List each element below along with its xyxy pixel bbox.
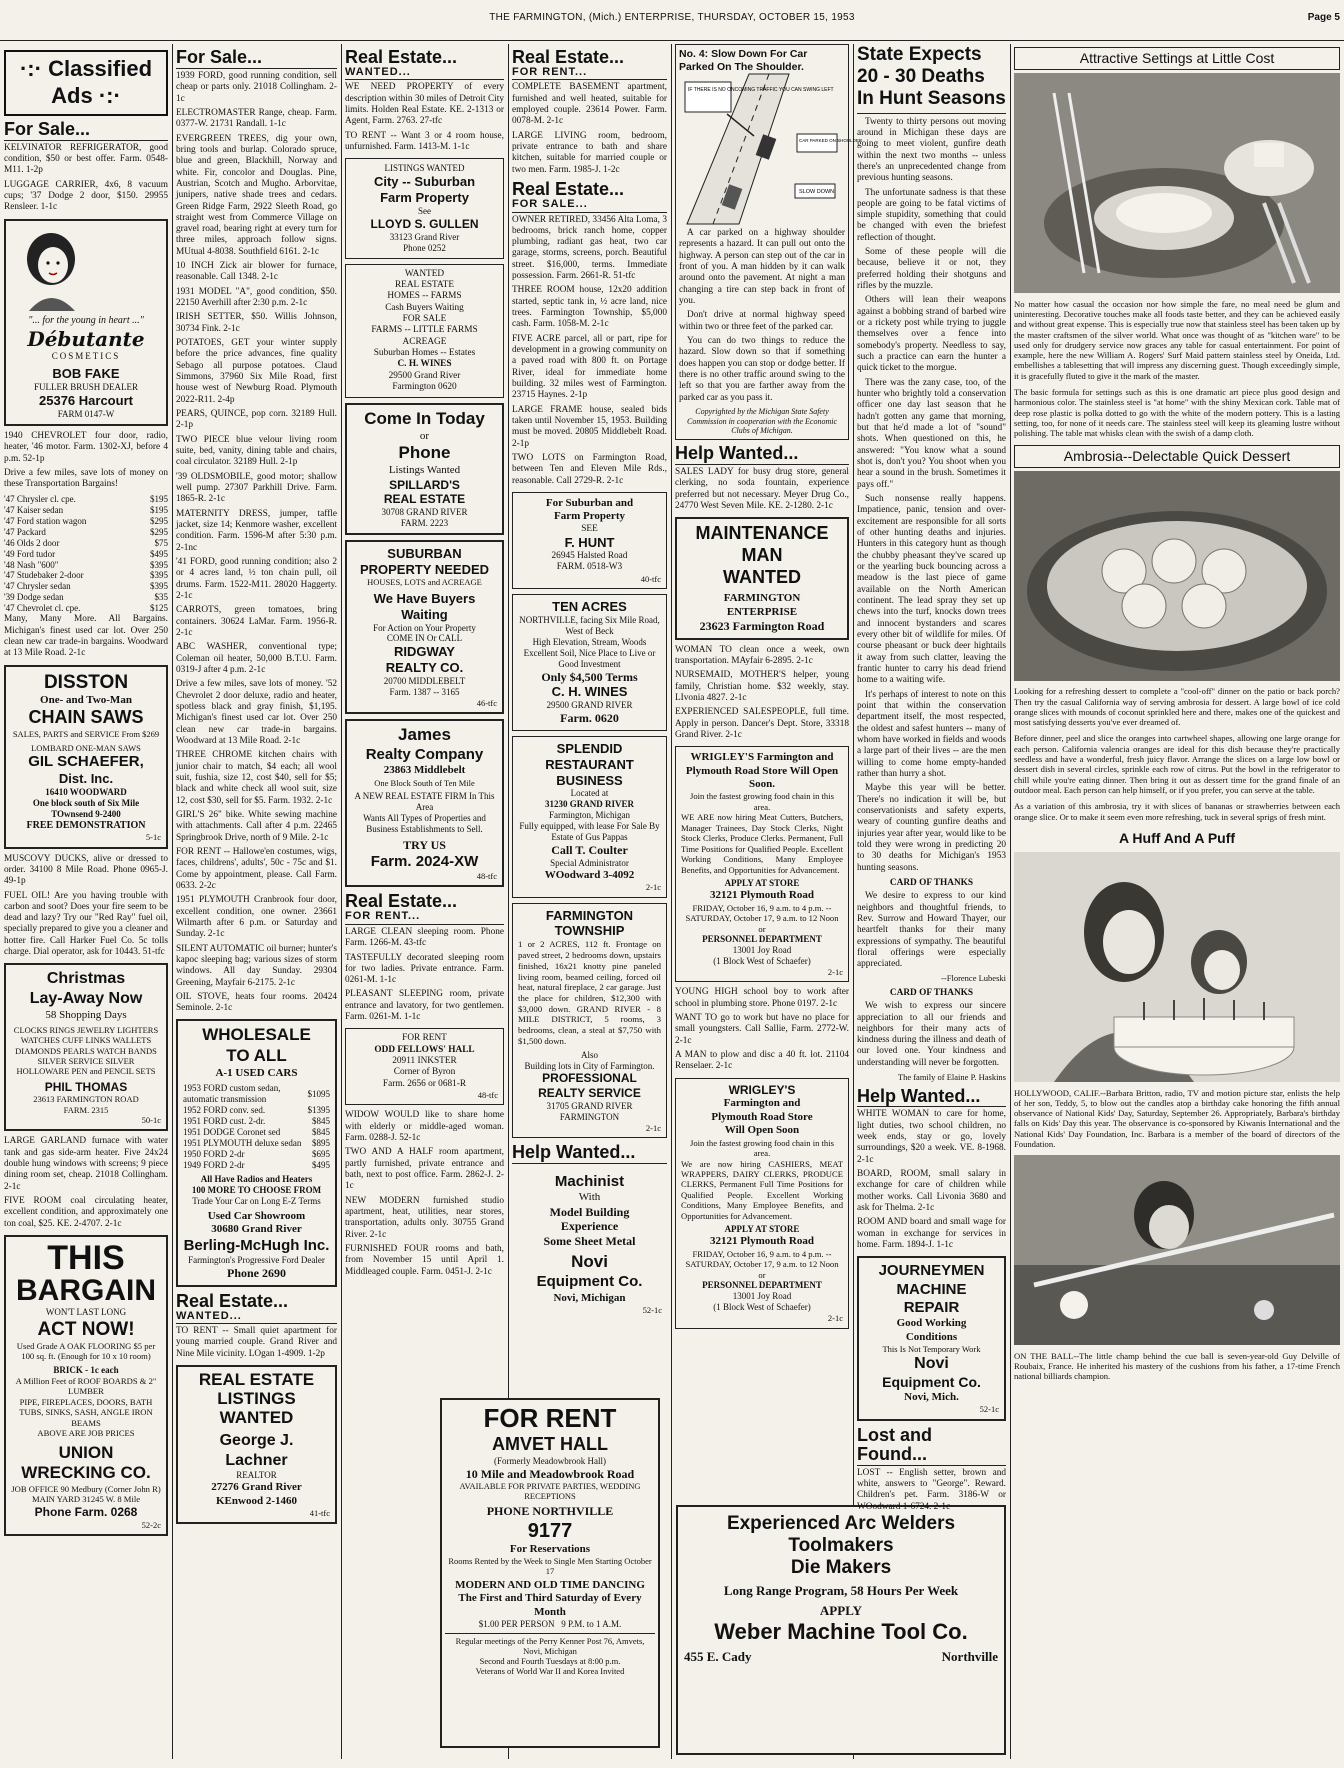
classified-ad: WOMAN TO clean once a week, own transportation. MAyfair 6-2895. 2-1c (675, 644, 849, 666)
article-paragraph: It's perhaps of interest to note on this point that within the conservation department itself, the most respected, the oldest and safest hunters -- many of whom have worked in fields and woods a large part of their lives -- are the men willing to come home empty-handed rather than hurry a shot. (857, 689, 1006, 779)
wrigleys-ad: WRIGLEY'S Farmington and Plymouth Road Store Will Open Soon. Join the fastest growing food chain in this area. WE ARE now hiring Meat Cutters, Butchers, Manager Trainees, Day Stock Clerks, Night Stock Clerks, Produce Clerks. Permanent, Full Time Positions for Qualified People. Excellent Working Conditions, Many Employee Benefits, and Opportunities for Advancement. APPLY AT STORE 32121 Plymouth Road FRIDAY, October 16, 9 a.m. to 4 p.m. -- SATURDAY, October 17, 9 a.m. to 12 Noon or PERSONNEL DEPARTMENT 13001 Joy Road (1 Block West of Schaefer) 2-1c (675, 746, 849, 982)
column-5 (675, 44, 863, 1324)
section-heading: Real Estate... WANTED... (345, 48, 504, 80)
classified-ad: THREE CHROME kitchen chairs with junior chair to match, $4 each; all wool suit, fushia, size 12, cost $40, sell for $5; black and white check all wool suit, size 12, cost $30, sell for $5. Farm. 1932. 2-1c (176, 750, 337, 806)
article-paragraph: There was the zany case, too, of the hunter who brightly told a conservation officer one day last season that he hadn't gotten any game that morning, but that he'd made a lot of "sound" shots. When questioned on this, he answered: "You know what a sound shot is, don't you? You shoot when you hear a sound in the brush. Sometimes it pays off." (857, 377, 1006, 490)
spillard-ad: Come In Today or Phone Listings Wanted SPILLARD'S REAL ESTATE 30708 GRAND RIVER FARM. 2223 (345, 403, 504, 534)
classified-ad: TWO AND A HALF room apartment, partly furnished, private entrance and bath, next to post office. Farm. 2862-J. 2-1c (345, 1147, 504, 1192)
odd-fellows-hall-ad: FOR RENT ODD FELLOWS' HALL 20911 INKSTER Corner of Byron Farm. 2656 or 0681-R 48-tfc (345, 1028, 504, 1105)
classified-ad: WIDOW WOULD like to share home with elderly or middle-aged woman. Farm. 0288-J. 52-1c (345, 1110, 504, 1144)
james-realty-ad: James Realty Company 23863 Middlebelt One Block South of Ten Mile A NEW REAL ESTATE FIRM In This Area Wants All Types of Properties and Business Establishments to Sell. TRY US Farm. 2024-XW 48-tfc (345, 719, 504, 887)
gullen-ad: LISTINGS WANTED City -- Suburban Farm Property See LLOYD S. GULLEN 33123 Grand River Phone 0252 (345, 158, 504, 258)
journeymen-ad: JOURNEYMEN MACHINE REPAIR Good Working Conditions This Is Not Temporary Work Novi Equipment Co. Novi, Mich. 52-1c (857, 1256, 1006, 1420)
union-wrecking-ad: THIS BARGAIN WON'T LAST LONG ACT NOW! Used Grade A OAK FLOORING $5 per 100 sq. ft. (Enough for 10 x 10 room) BRICK - 1c each A Million Feet of ROOF BOARDS & 2" LUMBER PIPE, FIREPLACES, DOORS, BATH TUBS, SINKS, SASH, ANGLE IRON BEAMS ABOVE ARE JOB PRICES UNION WRECKING CO. JOB OFFICE 90 Medbury (Corner John R) MAIN YARD 31245 W. 8 Mile Phone Farm. 0268 52-2c (4, 1235, 168, 1536)
classified-ad: WHITE WOMAN to care for home, light duties, two school children, no week ends, stay or go, lovely surroundings, $20 a week. VE. 8-1968. 2-1c (857, 1109, 1006, 1165)
lachner-realtor-ad: REAL ESTATE LISTINGS WANTED George J. Lachner REALTOR 27276 Grand River KEnwood 2-1460 41-tfc (176, 1365, 337, 1524)
classified-ad: KELVINATOR REFRIGERATOR, good condition, $50 or best offer. Farm. 0548-M11. 1-2p (4, 142, 168, 176)
ten-acres-ad: TEN ACRES NORTHVILLE, facing Six Mile Road, West of Beck High Elevation, Stream, Woods Excellent Soil, Nice Place to Live or Good Investment Only $4,500 Terms C. H. WINES 29500 GRAND RIVER Farm. 0620 (512, 594, 667, 731)
classified-ad: THREE ROOM house, 12x20 addition started, septic tank in, ½ acre land, nice trees. Farmington Township, $5,000 cash. Farm. 1058-M. 2-1c (512, 285, 667, 330)
car-price-row: '47 Studebaker 2-door $395 (4, 570, 168, 581)
feature-heading: Attractive Settings at Little Cost (1014, 47, 1340, 70)
classified-ad: '39 OLDSMOBILE, good motor; shallow well pump. 27307 Parkhill Drive. Farm. 1865-R. 2-1c (176, 471, 337, 505)
car-price-row: 1949 FORD 2-dr $495 (183, 1160, 330, 1171)
wrigleys-ad-2: WRIGLEY'S Farmington and Plymouth Road Store Will Open Soon Join the fastest growing food chain in this area. We are now hiring CASHIERS, MEAT WRAPPERS, DAIRY CLERKS, PRODUCE CLERKS, Permanent Full Time Positions for Qualified People. Excellent Working Conditions, Many Employee Benefits, and Opportunities for Advancement. APPLY AT STORE 32121 Plymouth Road FRIDAY, October 16, 9 a.m. to 4 p.m. -- SATURDAY, October 17, 9 a.m. to 12 Noon or PERSONNEL DEPARTMENT 13001 Joy Road (1 Block West of Schaefer) 2-1c (675, 1078, 849, 1329)
car-price-row: 1951 FORD cust. 2-dr. $845 (183, 1116, 330, 1127)
classified-ad: 1931 MODEL "A", good condition, $50. 22150 Averhill after 2:30 p.m. 2-1c (176, 286, 337, 309)
classified-ad: ABC WASHER, conventional type; Coleman oil heater, 50,000 B.T.U. Farm. 0319-J after 4 p.m. 2-1c (176, 642, 337, 675)
classified-ad: NEW MODERN furnished studio apartment, heat, utilities, near stores, transportation, adults only. 30755 Grand River. 2-1c (345, 1195, 504, 1240)
article-paragraph: Twenty to thirty persons out moving around in Michigan these days are going to meet violent, gunfire death within the next two months -- unless there's an unprecedented change from previous hunting seasons. (857, 116, 1006, 184)
classified-ad: MUSCOVY DUCKS, alive or dressed to order. 34100 8 Mile Road. Phone 0965-J. 49-1p (4, 853, 168, 887)
classified-ad: EVERGREEN TREES, dig your own, bring tools and burlap. Colorado spruce, blue and green, Blackhill, Norway and white. Fir, concolor and Douglas. Pine, Austrian, Scotch and Mugho. Arborvitae, junipers, native shade trees and cedars. Green Ridge Farm, 2922 Sleeth Road, go straight west from Commerce Village on gravel road, bearing right at every turn for three miles, approach follow signs. MUtual 4-8038. Southfield 6161. 2-1c (176, 133, 337, 257)
classified-ad: PLEASANT SLEEPING room, private entrance and lavatory, for two gentlemen. Farm. 0261-M. 1-1c (345, 989, 504, 1023)
feature-heading: A Huff And A Puff (1118, 829, 1236, 846)
classified-ad: TWO LOTS on Farmington Road, between Ten and Eleven Mile Rds., reasonable. Call 2729-R. 2-1c (512, 453, 667, 486)
classified-ad: GIRL'S 26" bike. White sewing machine with attachments. Call after 4 p.m. 22465 Springbrook Drive, north of 9 Mile. 2-1c (176, 809, 337, 843)
maintenance-man-ad: MAINTENANCE MAN WANTED FARMINGTON ENTERPRISE 23623 Farmington Road (675, 517, 849, 639)
car-price-row: 1951 DODGE Coronet sed $845 (183, 1127, 330, 1138)
section-heading: Help Wanted... (512, 1143, 667, 1164)
classified-ad: LARGE LIVING room, bedroom, private entrance to bath and share kitchen, suitable for married couple or two men. Farm. 1985-J. 1-2c (512, 130, 667, 175)
classified-ad: 1940 CHEVROLET four door, radio, heater, '46 motor. Farm. 1302-XJ, before 4 p.m. 52-1p (4, 431, 168, 464)
classified-ad: WANT TO go to work but have no place for small youngsters. Call Sallie, Farm. 2772-W. 2-1c (675, 1013, 849, 1046)
disston-chain-saw-ad: DISSTON One- and Two-Man CHAIN SAWS SALES, PARTS and SERVICE From $269 LOMBARD ONE-MAN SAWS GIL SCHAEFER, Dist. Inc. 16410 WOODWARD One block south of Six Mile TOwnsend 9-2400 FREE DEMONSTRATION 5-1c (4, 665, 168, 849)
car-price-row: '49 Ford tudor $495 (4, 548, 168, 559)
table-setting-photo (1014, 73, 1340, 293)
classified-ads-title: ·:· Classified Ads ·:· (4, 50, 168, 116)
section-heading: Real Estate... FOR RENT... (512, 48, 667, 80)
amvet-hall-ad: FOR RENT AMVET HALL (Formerly Meadowbrook Hall) 10 Mile and Meadowbrook Road AVAILABLE FOR PRIVATE PARTIES, WEDDING RECEPTIONS PHONE NORTHVILLE 9177 For Reservations Rooms Rented by the Week to Single Men Starting October 17 MODERN AND OLD TIME DANCING The First and Third Saturday of Every Month $1.00 PER PERSON 9 P.M. to 1 A.M. Regular meetings of the Perry Kenner Post 76, Amvets, Novi, Michigan Second and Fourth Tuesdays at 8:00 p.m. Veterans of World War II and Korea Invited (440, 1398, 660, 1748)
highway-diagram (679, 74, 863, 224)
classified-ad: LARGE GARLAND furnace with water tank and gas side-arm heater. Five 24x24 double hung windows with screens; 9 piece dining room set, cheap. 21018 Collingham. 2-1c (4, 1136, 168, 1192)
car-price-row: '48 Nash "600" $395 (4, 559, 168, 570)
section-heading: Real Estate... WANTED... (176, 1292, 337, 1324)
classified-ad: OWNER RETIRED, 33456 Alta Loma, 3 bedrooms, brick ranch home, copper plumbing, radiant gas heat, two car garage, storms, screens, porch. Beautiful street. $16,000, terms. Immediate possession. Farm. 2661-R. 51-tfc (512, 214, 667, 282)
classified-ad: ROOM AND board and small wage for woman in exchange for services in home. Farm. 1894-J. 1-1c (857, 1217, 1006, 1250)
billiards-boy-photo (1014, 1155, 1340, 1345)
car-price-row: '47 Kaiser sedan $195 (4, 504, 168, 515)
article-paragraph: Maybe this year will be better. There's no indication it will be, but conservationists and safety experts, weary of counting gunfire deaths and injuries year after year, would like to be told they were wrong in predicting 20 to 30 deaths for Michigan's 1953 hunting seasons. (857, 783, 1006, 873)
classified-ad: FIVE ACRE parcel, all or part, ripe for development in a growing community on a paved road with 800 ft. on Portage River, ideal for immediate home building. 32 miles west of Farmington. 23715 Haynes. 2-1p (512, 333, 667, 401)
column-7: Attractive Settings at Little Cost No matter how casual the occasion nor how simple the fare, no meal need be glum and uninteresting. Decorative touches make all foods taste better, and they can be achieved easily and without great expense. This is especially true now that stainless steel has been taken up by the master craftsmen of the silver world. What once was thought of as "kitchen ware" to be used only for drudgery service now graces any table for casual entertainment. For point of example, here the new William A. Rogers' Surf Maid pattern stainless steel by Oneida, Ltd. embellishes a tablesetting that will impress any discerning guest. Though exceedingly simple, it is gracefully fluted to give it the mark of the master. The basic formula for settings such as this is one dramatic art piece plus good design and harmonious color. The stainless steel is "at home" with the shiny Mexican cork. Table mat of deep rose plastic is polka dotted to go with the white of the modern pottery. This is a lasting setting, too, for none of it needs care. The stainless steel will keep its gleaming lustre without polishing. The table mat whisks clean with the swish of a damp cloth. Ambrosia--Delectable Quick Dessert Looking for a refreshing dessert to complete a "cool-off" dinner on the patio or back porch? Then try the casual California way of serving ambrosia for dessert. A large bowl of ice cold orange slices with mounds of coconut sprinkled here and there, makes one of the quickest and most satisfying desserts you've ever dreamed of. Before dinner, peel and slice the oranges into cartwheel shapes, allowing one large orange for each person. California valencia oranges are ideal for this dish because they're practically seedless and have a wonderful, fresh juicy flavor. Arrange the slices on a large low bowl or dessert dish in several circles, sprinkle each row of citrus. Put the bowl in the refrigerator to chill while you're eating dinner. Then bring it out as dessert time for the grand finale of an outdoor meal. Each person can help himself, or if you prefer, you can serve at the table. As a variation of this ambrosia, try it with slices of bananas or strawberries between each orange slice. Or to make it seem even more refreshing, tuck in several sprigs of fresh mint. A Huff And A Puff HOLLYWOOD, CALIF.--Barbara Britton, radio, TV and motion picture star, enlists the help of her son, Teddy, 5, to blow out the candles atop a birthday cake honoring the fifth annual observance of National Kids' Day, Saturday, September 26. Appropriately, Barbara's birthday falls on Kids' Day this year. The observance is co-sponsored by Kiwanis International and the National Kids' Day Foundation, Inc. Barbara is a member of the board of directors of the Foundation. ON THE BALL--The little champ behind the cue ball is seven-year-old Guy Delville of Roubaix, France. He inherited his mastery of the cushions from his father, a 17-time French national billiards champion. (1014, 44, 1340, 1760)
svg-text:SLOW DOWN: SLOW DOWN (799, 188, 835, 195)
classified-ad: ELECTROMASTER Range, cheap. Farm. 0377-W. 21731 Randall. 1-1c (176, 107, 337, 130)
article-paragraph: Some of these people will die because, believe it or not, they preferred holding their shotguns and rifles by the muzzle. (857, 247, 1006, 292)
car-price-row: '47 Chrysler cl. cpe. $195 (4, 493, 168, 504)
wines-ad: WANTED REAL ESTATE HOMES -- FARMS Cash Buyers Waiting FOR SALE FARMS -- LITTLE FARMS ACREAGE Suburban Homes -- Estates C. H. WINES 29500 Grand River Farmington 0620 (345, 264, 504, 399)
section-heading: Real Estate... FOR RENT... (345, 892, 504, 924)
classified-ad: BOARD, ROOM, small salary in exchange for care of children while mother works. Call Livonia 3680 and ask for Thelma. 2-1c (857, 1169, 1006, 1214)
classified-ad: SALES LADY for busy drug store, general clerking, no soda fountain, experience preferred but not necessary. Meyer Drug Co., 24770 West Seven Mile. KE. 2-1280. 2-1c (675, 466, 849, 511)
classified-ad: '41 FORD, good running condition; also 2 or 4 acres land, ½ ton chain pull, oil drums. Farm. 1522-M11. 28020 Haggerty. 2-1c (176, 557, 337, 601)
classified-ad: FUEL OIL! Are you having trouble with carbon and soot? Does your fire seem to be dead and lazy? Try our "Red Ray" fuel oil, specially prepared to give you a cleaner and hotter fire. Call Harker Fuel Co. 5c tolls charge. Dial operator, ask for 10443. 51-tfc (4, 890, 168, 958)
car-price-row: '47 Chevrolet cl. cpe. $125 (4, 603, 168, 614)
masthead: THE FARMINGTON, (Mich.) ENTERPRISE, THURSDAY, OCTOBER 15, 1953 (489, 12, 855, 23)
classified-ad: TWO PIECE blue velour living room suite, bed, vanity, dining table and chairs, coal circulator. 32189 Hull. 2-1p (176, 434, 337, 468)
car-price-row: '47 Ford station wagon $295 (4, 515, 168, 526)
hunt-ad: For Suburban and Farm Property SEE F. HUNT 26945 Halsted Road FARM. 0518-W3 40-tfc (512, 492, 667, 589)
car-price-row: 1950 FORD 2-dr $695 (183, 1149, 330, 1160)
safety-feature: No. 4: Slow Down For Car Parked On The Shoulder. IF THERE IS NO ONCOMING TRAFFIC YOU CAN SWING LEFT CAR PARKED ON SHOULDER SLOW DOWN A car parked on a highway shoulder represents a hazard. It can pull out onto the highway. A person can step out of the car in front of you. A man hidden by it can walk around onto the pavement. At night a man changing a tire can step back in front of you. Don't drive at normal highway speed within two or three feet of the parked car. You can do two things to reduce the hazard. Slow down so that if something does happen you can stop or dodge better. If there is no other traffic around swing to the left so that you are farther away from the parked car as you pass it. Copyrighted by the Michigan State Safety Commission in cooperation with the Economic Clubs of Michigan. (675, 44, 849, 440)
classified-ad: LARGE CLEAN sleeping room. Phone Farm. 1266-M. 43-tfc (345, 926, 504, 949)
classified-ad: Many, Many More. All Bargains. Michigan's finest used car lot. Over 250 clean new car trade-in bargains. Woodward at 13 Mile Road. 2-1c (4, 614, 168, 659)
debutante-ad: "... for the young in heart ..." Débutante COSMETICS BOB FAKE FULLER BRUSH DEALER 25376 Harcourt FARM 0147-W (4, 219, 168, 427)
svg-text:IF THERE IS NO ONCOMING TRAFFI: IF THERE IS NO ONCOMING TRAFFIC YOU CAN SWING LEFT (688, 86, 834, 93)
feature-heading: Ambrosia--Delectable Quick Dessert (1014, 445, 1340, 468)
section-heading: For Sale... (4, 120, 168, 141)
classified-ad: OIL STOVE, heats four rooms. 20424 Seminole. 2-1c (176, 991, 337, 1014)
column-2 (176, 44, 337, 1760)
ridgway-ad: SUBURBAN PROPERTY NEEDED HOUSES, LOTS and ACREAGE We Have Buyers Waiting For Action on Your Property COME IN Or CALL RIDGWAY REALTY CO. 20700 MIDDLEBELT Farm. 1387 -- 3165 46-tfc (345, 540, 504, 715)
section-heading: Real Estate... FOR SALE... (512, 180, 667, 212)
woman-portrait-icon (11, 225, 161, 311)
classified-ad: WE NEED PROPERTY of every description within 30 miles of Detroit City limits. Holden Real Estate. KE. 2-1313 or Agent, Farm. 2763. 27-tfc (345, 82, 504, 127)
car-price-list (4, 494, 168, 615)
car-price-row: '39 Dodge sedan $35 (4, 592, 168, 603)
column-6: State Expects 20 - 30 Deaths In Hunt Seasons Twenty to thirty persons out moving around in Michigan these days are going to meet violent, gunfire death within the next two months -- unless there's an unprecedented change from previous hunting seasons. The unfortunate sadness is that these people are going to be fatal victims of simple stupidity, something that could be changed with even the briefest reflection of thought. Some of these people will die because, believe it or not, they preferred holding their shotguns and rifles by the muzzle. Others will lean their weapons against a bobbing strand of barbed wire or a rickety post while trying to juggle themselves over a fence into somebody's property. Needless to say, such a practice can earn the hunter a quick ticket to the morgue. There was the zany case, too, of the hunter who brightly told a conservation officer one day last season that he hadn't gotten any game that morning, but that he'd made a lot of "sound" shots. When questioned on this, he answered: "You know what a sound shot is, don't you? You shoot when you hear a sound in the brush. Sometimes it pays off." Such nonsense really happens. Impatience, panic, tension and over-excitement are responsible for all sorts of other hunting deaths and injuries. Hunters in this category hunt as though the chubby pheasant they've scared up or the yearling buck bouncing across a meadow is the last piece of game available on the North American continent. The lead spray they set up chews into the turf, knocks down trees and innocent bystanders and scares every other bit of wildlife for miles. Of course pheasant or buck deer hightails it away from such clatter, leaving the frantic hunter to carry his dead friend home to a waiting wife. It's perhaps of interest to note on this point that within the conservation department itself, the most respected, the oldest and safest hunters -- many of whom have worked in fields and woods a large part of their lives -- are the men willing to come home empty-handed rather than hurry a shot. Maybe this year will be better. There's no indication it will be, but conservationists and safety experts, weary of counting gunfire deaths and injuries year after year, would like to be told they were wrong in predicting 20 to 30 deaths for Michigan's 1953 hunting seasons. CARD OF THANKS We desire to express to our kind neighbors and thoughtful friends, to Rev. Surrow and Howard Thayer, our heartfelt thanks for their many expressions of sympathy. The beautiful floral offerings were especially appreciated. --Florence Lubeski CARD OF THANKS We wish to express our sincere appreciation to all our friends and neighbors for their many acts of kindness during the illness and death of our loved one. Your kindness and understanding will never be forgotten. The family of Elaine P. Haskins Help Wanted... WHITE WOMAN to care for home, light duties, two school children, no week ends, stay or go, lovely surroundings, $20 a week. VE. 8-1968. 2-1c BOARD, ROOM, small salary in exchange for care of children while mother works. Call Livonia 3680 and ask for Thelma. 2-1c ROOM AND board and small wage for woman in exchange for services in home. Farm. 1894-J. 1-1c JOURNEYMEN MACHINE REPAIR Good Working Conditions This Is Not Temporary Work Novi Equipment Co. Novi, Mich. 52-1c Lost and Found... LOST -- English setter, brown and white, answers to "George". Reward. Children's pet. Farm. 3186-W or WOodward 1-6724. 2-1c (857, 44, 1006, 1512)
classified-ad: TO RENT -- Want 3 or 4 room house, unfurnished. Farm. 1413-M. 1-1c (345, 130, 504, 153)
classified-ad: LARGE FRAME house, sealed bids taken until November 15, 1953. Building must be moved. 20805 Middlebelt Road. 2-1p (512, 404, 667, 449)
classified-ad: PEARS, QUINCE, pop corn. 32189 Hull. 2-1p (176, 409, 337, 431)
classified-ad: TASTEFULLY decorated sleeping room for two ladies. Private entrance. Farm. 0261-M. 1-1c (345, 952, 504, 986)
section-heading: Help Wanted... (675, 444, 849, 465)
classified-ad: COMPLETE BASEMENT apartment, furnished and well heated, suitable for employed couple. 23614 Power. Farm. 0078-M. 2-1c (512, 82, 667, 127)
section-heading: For Sale... (176, 48, 337, 69)
car-price-row: 1952 FORD conv. sed. $1395 (183, 1105, 330, 1116)
classified-ad: 1951 PLYMOUTH Cranbrook four door, excellent condition, one owner. 23661 Wilmarth after 6 p.m. or Saturday and Sunday. 2-1c (176, 895, 337, 940)
classified-ad: NURSEMAID, MOTHER'S helper, young family, Christian home. $32 weekly, stay. LIvonia 4827. 2-1c (675, 670, 849, 703)
page-header (0, 6, 1344, 26)
classified-ad: A MAN to plow and disc a 40 ft. lot. 21104 Renselaer. 2-1c (675, 1050, 849, 1072)
car-price-row: '46 Olds 2 door $75 (4, 537, 168, 548)
classified-ad: CARROTS, green tomatoes, bring containers. 30624 LaMar. Farm. 1956-R. 2-1c (176, 605, 337, 638)
classified-ad: LOST -- English setter, brown and white, answers to "George". Reward. Children's pet. Farm. 3186-W or WOodward 1-6724. 2-1c (857, 1467, 1006, 1512)
classified-ad: FOR RENT -- Hallowe'en costumes, wigs, faces, childrens', adults', 50c - 75c and $1. Come by appointment, please. Call Farm. 0633. 2-2c (176, 846, 337, 891)
classified-ad: POTATOES, GET your winter supply before the price advances, fine quality Sebago all purpose potatoes. Claud Simmons, 37960 Six Mile Road, first house west of Newburg Road. Plymouth 2022-R11. 2-4p (176, 338, 337, 405)
article-headline: State Expects 20 - 30 Deaths In Hunt Seasons (857, 44, 1006, 109)
machinist-ad: Machinist With Model Building Experience Some Sheet Metal Novi Equipment Co. Novi, Michigan 52-1c (536, 1172, 662, 1315)
car-price-row: 1953 FORD custom sedan, automatic transmission $1095 (183, 1083, 330, 1105)
column-1 (4, 44, 168, 1760)
classified-ad: TO RENT -- Small quiet apartment for young married couple. Grand River and Nine Mile vicinity. LOgan 1-4909. 1-2p (176, 1326, 337, 1359)
car-price-row: 1951 PLYMOUTH deluxe sedan $895 (183, 1138, 330, 1149)
classified-ad: SILENT AUTOMATIC oil burner; hunter's kapoc sleeping bag; various sizes of storm windows. All day Sunday. 29304 Greening, Mayfair 6-2175. 2-1c (176, 943, 337, 988)
classified-ad: YOUNG HIGH school boy to work after school in plumbing store. Phone 0197. 2-1c (675, 987, 849, 1009)
farmington-township-ad: FARMINGTON TOWNSHIP 1 or 2 ACRES, 112 ft. Frontage on paved street, 2 bedrooms down, upstairs finished, 16x21 knotty pine paneled living room, beamed ceiling, forced oil heat, natural fireplace, 2 car garage. Just the place for children, $12,300 with $3,000 down. GRAND RIVER - 8 MILE DISTRICT, 5 rooms, 3 bedrooms, clean, a steal at $7,750 with $1,500 down. Also Building lots in City of Farmington. PROFESSIONAL REALTY SERVICE 31705 GRAND RIVER FARMINGTON 2-1c (512, 903, 667, 1138)
article-paragraph: The unfortunate sadness is that these people are going to be fatal victims of simple stupidity, something that could be changed with even the briefest reflection of thought. (857, 187, 1006, 243)
birthday-cake-photo (1014, 852, 1340, 1082)
classified-ad: Drive a few miles, save lots of money on these Transportation Bargains! (4, 468, 168, 490)
berling-mchugh-ad: WHOLESALE TO ALL A-1 USED CARS 1953 FORD custom sedan, automatic transmission $1095 1952 FORD conv. sed. $1395 1951 FORD cust. 2-dr. $845 1951 DODGE Coronet sed $845 1951 PLYMOUTH deluxe sedan $895 1950 FORD 2-dr $695 1949 FORD 2-dr $495 All Have Radios and Heaters 100 MORE TO CHOOSE FROM Trade Your Car on Long E-Z Terms Used Car Showroom 30680 Grand River Berling-McHugh Inc. Farmington's Progressive Ford Dealer Phone 2690 (176, 1019, 337, 1286)
ambrosia-dessert-photo (1014, 471, 1340, 681)
article-paragraph: Others will lean their weapons against a bobbing strand of barbed wire or a rickety post while trying to juggle themselves over a fence into somebody's property. Needless to say, such a practice can earn the hunter a quick ticket to the morgue. (857, 295, 1006, 374)
classified-ad: FURNISHED FOUR rooms and bath, from November 15 until April 1. Middleaged couple. Farm. 0451-J. 2-1c (345, 1244, 504, 1277)
classified-ad: EXPERIENCED SALESPEOPLE, full time. Apply in person. Dancer's Dept. Store, 33318 Grand River. 2-1c (675, 707, 849, 740)
restaurant-business-ad: SPLENDID RESTAURANT BUSINESS Located at 31230 GRAND RIVER Farmington, Michigan Fully equipped, with lease For Sale By Estate of Gus Pappas Call T. Coulter Special Administrator WOodward 3-4092 2-1c (512, 736, 667, 898)
classified-ad: LUGGAGE CARRIER, 4x6, 8 vacuum cups; '37 Dodge 2 door, $150. 29955 Rensleer. 1-1c (4, 179, 168, 213)
car-price-row: '47 Packard $295 (4, 526, 168, 537)
car-price-row: '47 Chrysler sedan $395 (4, 581, 168, 592)
classified-ad: Drive a few miles, save lots of money. '52 Chevrolet 2 door deluxe, radio and heater, spotless black and gray finish, $1,195. Michigan's finest used car lot. Over 250 clean new car trade-in bargains. Woodward at 13 Mile Road. 2-1c (176, 679, 337, 746)
svg-text:CAR PARKED ON SHOULDER: CAR PARKED ON SHOULDER (799, 137, 863, 143)
section-heading: Help Wanted... (857, 1087, 1006, 1108)
page-number: Page 5 (1307, 12, 1340, 23)
classified-ad: IRISH SETTER, $50. Willis Johnson, 30734 Fink. 2-1c (176, 312, 337, 334)
classified-ad: FIVE ROOM coal circulating heater, excellent condition, and approximately one ton coal, $25. KE. 2-4707. 2-1c (4, 1196, 168, 1229)
classified-ad: 1939 FORD, good running condition, sell cheap or parts only. 21018 Collingham. 2-1c (176, 70, 337, 104)
article-paragraph: Such nonsense really happens. Impatience, panic, tension and over-excitement are responsible for all sorts of other hunting deaths and injuries. Hunters in this category hunt as though the chubby pheasant they've scared up or the yearling buck bouncing across a meadow is the last piece of game available on the North American continent. The lead spray they set up chews into the turf, knocks down trees and innocent bystanders and scares every other bit of wildlife for miles. Of course pheasant or buck deer hightails it away from such clatter, leaving the frantic hunter to carry his dead friend home to a waiting wife. (857, 494, 1006, 686)
classified-ad: MATERNITY DRESS, jumper, taffle jacket, size 14; Kenmore washer, excellent condition. Farm. 1596-M after 5:30 p.m. 2-1nc (176, 508, 337, 553)
classified-ad: 10 INCH Zick air blower for furnace, reasonable. Call 1348. 2-1c (176, 261, 337, 283)
weber-machine-tool-ad: Experienced Arc Welders Toolmakers Die Makers Long Range Program, 58 Hours Per Week APPLY Weber Machine Tool Co. 455 E. Cady Northville (676, 1505, 1006, 1755)
christmas-layaway-ad: Christmas Lay-Away Now 58 Shopping Days CLOCKS RINGS JEWELRY LIGHTERS WATCHES CUFF LINKS WALLETS DIAMONDS PEARLS WATCH BANDS SILVER SERVICE SILVER HOLLOWARE PEN and PENCIL SETS PHIL THOMAS 23613 FARMINGTON ROAD FARM. 2315 50-1c (4, 963, 168, 1131)
section-heading: Lost and Found... (857, 1426, 1006, 1466)
